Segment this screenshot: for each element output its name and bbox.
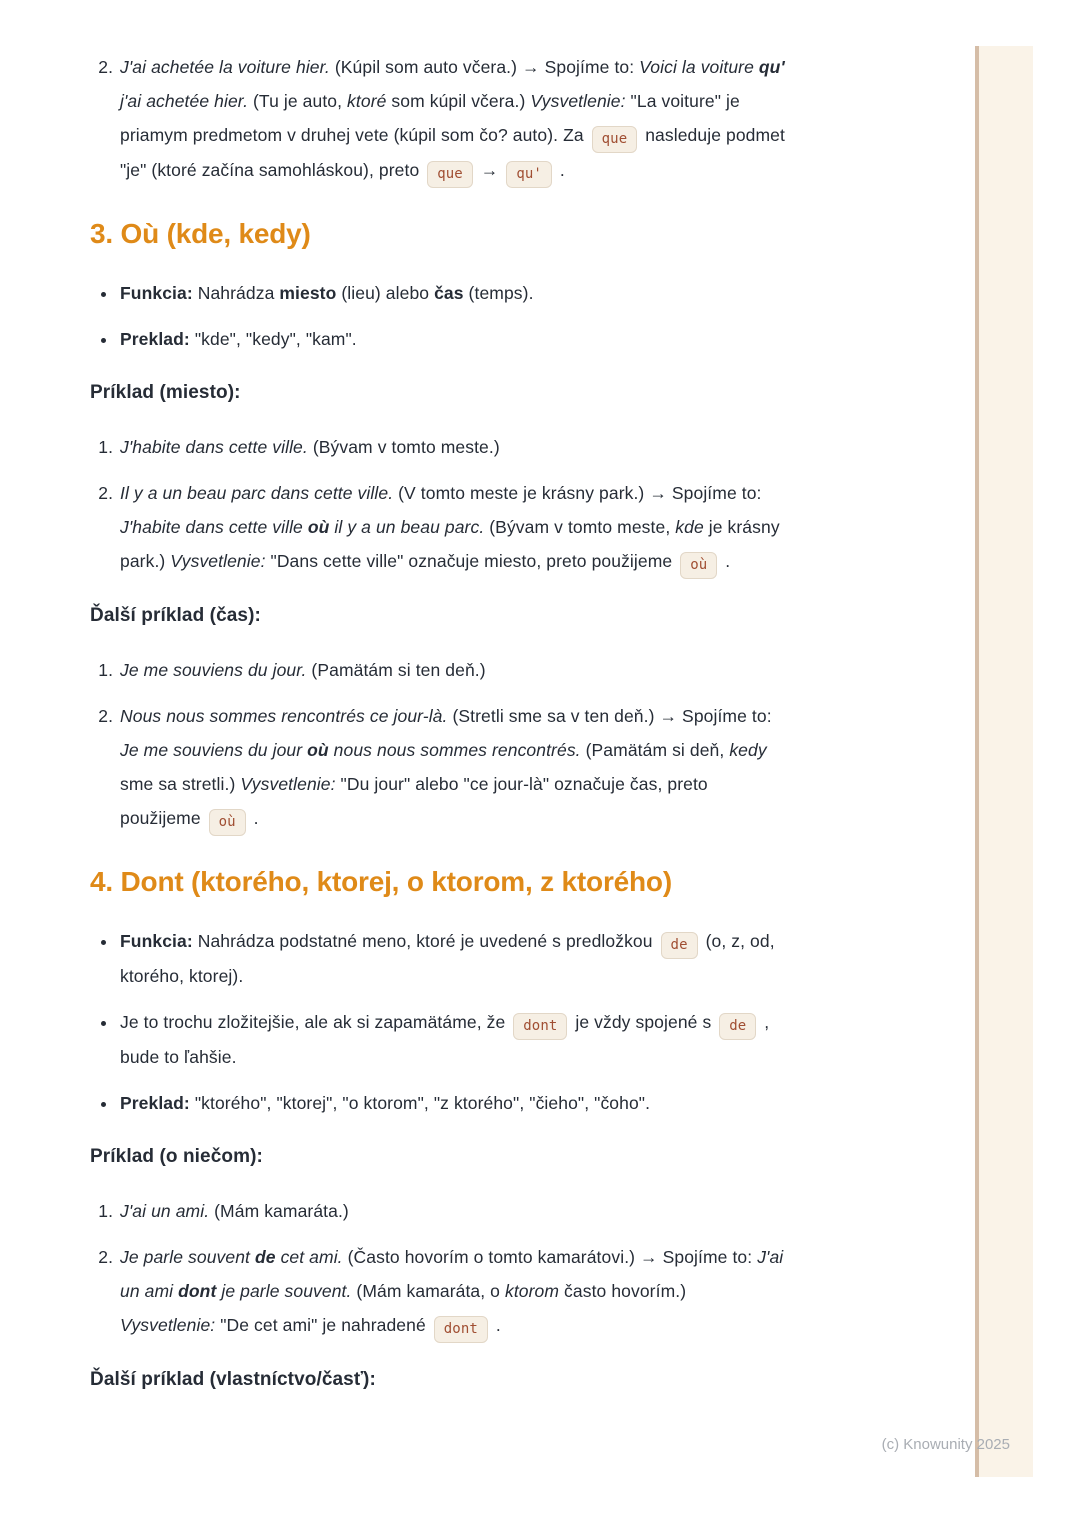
list-item	[118, 1194, 785, 1228]
text-segment: je parle souvent.	[216, 1281, 352, 1301]
numbered-list	[90, 430, 785, 579]
text-segment: Voici la voiture	[639, 57, 759, 77]
text-segment: Vysvetlenie:	[530, 91, 626, 111]
text-segment: Vysvetlenie:	[240, 774, 336, 794]
text-segment: J'habite dans cette ville	[120, 517, 308, 537]
inline-code-chip: de	[719, 1013, 756, 1040]
inline-code-chip: que	[427, 161, 473, 188]
text-segment: Preklad:	[120, 329, 190, 349]
text-segment: Je to trochu zložitejšie, ale ak si zapamätáme, že	[120, 1012, 511, 1032]
numbered-list	[90, 1194, 785, 1343]
text-segment: Vysvetlenie:	[170, 551, 266, 571]
text-segment: (Mám kamaráta.)	[209, 1201, 349, 1221]
text-segment: Je me souviens du jour	[120, 740, 308, 760]
text-segment: Je me souviens du jour.	[120, 660, 307, 680]
text-segment: kde	[675, 517, 704, 537]
text-segment: J'ai un ami	[120, 1247, 784, 1301]
subsection-heading: Ďalší príklad (vlastníctvo/časť):	[90, 1369, 376, 1390]
copyright-watermark: (c) Knowunity 2025	[881, 1436, 1010, 1453]
text-segment: de	[254, 1247, 276, 1267]
list-item	[118, 699, 785, 836]
list-item	[118, 276, 785, 310]
page-edge-stripe	[975, 46, 1033, 1477]
inline-code-chip: dont	[434, 1316, 488, 1343]
text-segment: (temps).	[463, 283, 534, 303]
text-segment: sme sa stretli.)	[120, 774, 241, 794]
list-item	[118, 653, 785, 687]
text-segment: nasleduje podmet "je" (ktoré začína samohláskou), preto	[120, 125, 785, 180]
text-segment: (Tu je auto,	[248, 91, 348, 111]
text-segment: J'ai achetée la voiture hier.	[120, 57, 330, 77]
text-segment: où	[307, 517, 330, 537]
section-heading: 4. Dont (ktorého, ktorej, o ktorom, z ktorého)	[90, 866, 672, 897]
list-item	[118, 924, 785, 993]
list-item	[118, 1240, 785, 1343]
inline-code-chip: dont	[513, 1013, 567, 1040]
inline-code-chip: de	[661, 932, 698, 959]
text-segment: (V tomto meste je krásny park.) → Spojíme to:	[393, 483, 762, 503]
text-segment: čas	[434, 283, 464, 303]
text-segment: ktoré	[347, 91, 387, 111]
subsection-heading: Príklad (miesto):	[90, 382, 241, 403]
text-segment: ktorom	[504, 1281, 560, 1301]
text-segment: cet ami.	[275, 1247, 343, 1267]
text-segment: Je parle souvent	[120, 1247, 255, 1267]
text-segment: Preklad:	[120, 1093, 190, 1113]
text-segment: .	[554, 160, 565, 180]
text-segment: "kde", "kedy", "kam".	[189, 329, 357, 349]
text-segment: miesto	[279, 283, 337, 303]
text-segment: som kúpil včera.)	[386, 91, 531, 111]
text-segment: (Pamätám si ten deň.)	[306, 660, 486, 680]
text-segment: (Pamätám si deň,	[580, 740, 730, 760]
text-segment: kedy	[729, 740, 767, 760]
text-segment: dont	[178, 1281, 217, 1301]
text-segment: , bude to ľahšie.	[120, 1012, 770, 1067]
list-item	[118, 322, 785, 356]
list-item	[118, 1086, 785, 1120]
text-segment: "La voiture" je priamym predmetom v druhej vete (kúpil som čo? auto). Za	[120, 91, 740, 145]
text-segment: .	[248, 808, 259, 828]
text-segment: (Mám kamaráta, o	[351, 1281, 505, 1301]
text-segment: (Bývam v tomto meste.)	[307, 437, 500, 457]
text-segment: qu'	[758, 57, 785, 77]
text-segment: "De cet ami" je nahradené	[215, 1315, 431, 1335]
list-item	[118, 476, 785, 579]
text-segment: (Bývam v tomto meste,	[484, 517, 676, 537]
text-segment: "ktorého", "ktorej", "o ktorom", "z ktorého", "čieho", "čoho".	[189, 1093, 651, 1113]
numbered-list	[90, 50, 785, 188]
subsection-heading: Ďalší príklad (čas):	[90, 605, 261, 626]
text-segment: nous nous sommes rencontrés.	[328, 740, 581, 760]
text-segment: .	[490, 1315, 501, 1335]
text-segment: Funkcia:	[120, 931, 193, 951]
text-segment: Il y a un beau parc dans cette ville.	[120, 483, 394, 503]
text-segment: j'ai achetée hier.	[120, 91, 249, 111]
bullet-list	[90, 924, 785, 1120]
text-segment: je krásny park.)	[120, 517, 780, 571]
text-segment: "Du jour" alebo "ce jour-là" označuje čas, preto použijeme	[120, 774, 708, 828]
text-segment: →	[475, 160, 504, 180]
list-item	[118, 1005, 785, 1074]
text-segment: Funkcia:	[120, 283, 193, 303]
text-segment: (Často hovorím o tomto kamarátovi.) → Spojíme to:	[342, 1247, 758, 1267]
text-segment: (lieu) alebo	[336, 283, 435, 303]
text-segment: "Dans cette ville" označuje miesto, preto použijeme	[265, 551, 678, 571]
inline-code-chip: que	[592, 126, 638, 153]
inline-code-chip: où	[680, 552, 717, 579]
text-segment: (Stretli sme sa v ten deň.) → Spojíme to:	[447, 706, 772, 726]
text-segment: často hovorím.)	[559, 1281, 687, 1301]
text-segment: où	[307, 740, 329, 760]
text-segment: (Kúpil som auto včera.) → Spojíme to:	[329, 57, 640, 77]
text-segment: J'habite dans cette ville.	[120, 437, 308, 457]
text-segment: Nahrádza	[192, 283, 280, 303]
document-content	[90, 50, 785, 1413]
text-segment: Nous nous sommes rencontrés ce jour-là.	[120, 706, 448, 726]
bullet-list	[90, 276, 785, 356]
list-item	[118, 430, 785, 464]
text-segment: je vždy spojené s	[570, 1012, 717, 1032]
text-segment: J'ai un ami.	[120, 1201, 210, 1221]
text-segment: Nahrádza podstatné meno, ktoré je uvedené s predložkou	[192, 931, 658, 951]
text-segment: Vysvetlenie:	[120, 1315, 216, 1335]
section-heading: 3. Où (kde, kedy)	[90, 218, 311, 249]
text-segment: (o, z, od, ktorého, ktorej).	[120, 931, 775, 986]
numbered-list	[90, 653, 785, 836]
inline-code-chip: qu'	[506, 161, 552, 188]
subsection-heading: Príklad (o niečom):	[90, 1146, 263, 1167]
list-item	[118, 50, 785, 188]
text-segment: .	[720, 551, 731, 571]
inline-code-chip: où	[209, 809, 246, 836]
text-segment: il y a un beau parc.	[329, 517, 485, 537]
